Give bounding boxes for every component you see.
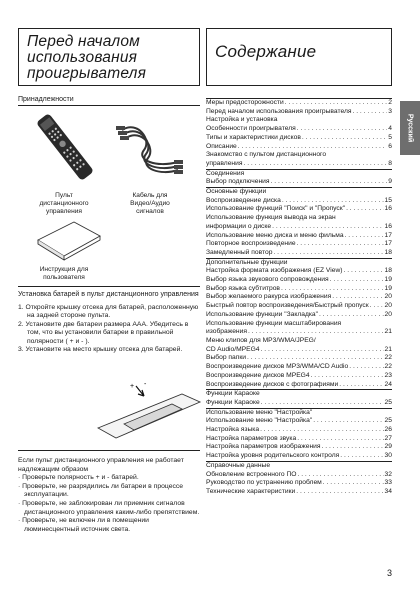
toc-dot-leader <box>345 232 384 241</box>
toc-entry[interactable] <box>206 328 392 337</box>
toc-entry-page: 16 <box>384 205 392 213</box>
battery-step: 1. Откройте крышку отсека для батарей, расположенную на задней стороне пульта. <box>18 303 199 320</box>
toc-dot-leader <box>302 134 387 143</box>
toc-entry-page: 24 <box>384 380 392 388</box>
toc-entry-title: Воспроизведение дисков MP3/WMA/CD Audio <box>206 363 349 371</box>
toc-entry-page: 3 <box>388 107 392 115</box>
toc-entry[interactable] <box>206 452 392 461</box>
toc-entry-title: Описание <box>206 142 237 150</box>
toc-heading: Соединения <box>206 169 392 179</box>
toc-dot-leader <box>296 488 383 497</box>
toc-dot-leader <box>271 178 388 187</box>
toc-entry-title: Особенности проигрывателя <box>206 125 296 133</box>
toc-entry-title: Настройка параметров звука <box>206 434 297 442</box>
user-manual-image <box>34 218 104 262</box>
toc-entry-title: Настройка языка <box>206 426 260 434</box>
toc-entry-page: 17 <box>384 240 392 248</box>
toc-entry[interactable] <box>206 232 392 241</box>
toc-entry-title: Повторное воспроизведение <box>206 240 296 248</box>
toc-entry[interactable] <box>206 381 392 390</box>
remote-control-image <box>30 112 100 182</box>
toc-dot-leader <box>344 267 384 276</box>
toc-dot-leader <box>273 249 383 258</box>
toc-entry-title: Функции Караоке <box>206 398 260 406</box>
toc-dot-leader <box>243 160 387 169</box>
toc-entry-title: изображения <box>206 328 247 336</box>
toc-entry[interactable] <box>206 276 392 285</box>
toc-entry[interactable] <box>206 354 392 363</box>
toc-dot-leader <box>261 346 384 355</box>
toc-dot-leader <box>248 328 384 337</box>
toc-entry[interactable] <box>206 426 392 435</box>
toc-dot-leader <box>311 372 384 381</box>
toc-heading: Основные функции <box>206 187 392 197</box>
toc-entry[interactable] <box>206 249 392 258</box>
toc-entry-page: 21 <box>384 328 392 336</box>
toc-entry-title: Быстрый повтор воспроизведения/Быстрый пропуск <box>206 302 369 310</box>
toc-entry[interactable] <box>206 98 392 108</box>
remote-caption: Пульт дистанционного управления <box>39 192 89 215</box>
toc-dot-leader <box>349 363 383 372</box>
toc-entry-title: Меры предосторожности <box>206 99 284 106</box>
toc-dot-leader <box>339 381 383 390</box>
toc-dot-leader <box>340 452 383 461</box>
contents-column <box>206 28 392 497</box>
before-use-title <box>18 28 200 86</box>
toc-dot-leader <box>260 426 383 435</box>
toc-entry-page: 5 <box>388 133 392 141</box>
toc-entry-title: Замедленный повтор <box>206 248 273 256</box>
toc-entry-title: Обновление встроенного ПО <box>206 470 297 478</box>
toc-entry-page: 30 <box>384 452 392 460</box>
toc-heading: Меню клипов для MP3/WMA/JPEG/ <box>206 336 316 344</box>
toc-dot-leader <box>346 205 383 214</box>
note-item: · Проверьте полярность + и - батарей. <box>18 474 139 482</box>
manual-caption: Инструкция для пользователя <box>39 266 89 281</box>
toc-dot-leader <box>323 479 384 488</box>
toc-dot-leader <box>370 302 384 311</box>
toc-heading: Дополнительные функции <box>206 258 392 268</box>
toc-dot-leader <box>313 417 383 426</box>
toc-entry-title: Использование меню "Настройка" <box>206 417 313 425</box>
toc-entry[interactable] <box>206 488 392 497</box>
toc-dot-leader <box>238 143 387 152</box>
note-item: · Проверьте, не включен ли в помещении люминесцентный источник света. <box>18 517 149 533</box>
toc-entry-title: Технические характеристики <box>206 487 296 495</box>
toc-entry[interactable] <box>206 443 392 452</box>
title-line-1: Перед началом <box>27 33 140 50</box>
toc-entry[interactable] <box>206 471 392 480</box>
toc-entry-page: 19 <box>384 276 392 284</box>
av-cable-image <box>116 118 184 180</box>
toc-entry-title: Выбор папки <box>206 354 247 362</box>
toc-heading: Знакомство с пультом дистанционного <box>206 151 327 159</box>
toc-entry-title: управления <box>206 159 243 167</box>
accessories-panel <box>18 106 200 284</box>
toc-entry-title: Воспроизведение дисков с фотографиями <box>206 380 339 388</box>
toc-entry[interactable] <box>206 223 392 232</box>
toc-dot-leader <box>247 354 384 363</box>
toc-entry[interactable] <box>206 160 392 169</box>
battery-step: 2. Установите две батареи размера ААА. Убедитесь в том, что вы установили батареи в правильной полярности ( + и - ). <box>18 320 189 345</box>
toc-entry-page: 19 <box>384 284 392 292</box>
toc-entry-title: Настройка уровня родительского контроля <box>206 452 340 460</box>
toc-entry-title: Перед началом использования проигрывателя <box>206 107 352 115</box>
toc-dot-leader <box>272 223 383 232</box>
title-line-2: использования <box>27 49 138 66</box>
toc-dot-leader <box>298 471 384 480</box>
toc-entry[interactable] <box>206 178 392 187</box>
troubleshooting-notes <box>18 450 200 534</box>
toc-dot-leader <box>322 443 384 452</box>
toc-heading: Справочные данные <box>206 461 392 471</box>
toc-entry-page: 26 <box>384 426 392 434</box>
toc-entry[interactable] <box>206 205 392 214</box>
toc-entry-page: 22 <box>384 354 392 362</box>
toc-entry-page: 23 <box>384 371 392 379</box>
toc-heading: Использование функции масштабирования <box>206 319 342 327</box>
note-item: · Проверьте, не разрядились ли батареи в процессе эксплуатации. <box>18 482 184 499</box>
toc-entry-page: 22 <box>384 363 392 371</box>
accessories-label: Принадлежности <box>18 96 200 106</box>
toc-entry[interactable] <box>206 134 392 143</box>
toc-entry-title: Использование функции "Закладка" <box>206 310 319 318</box>
toc-dot-leader <box>353 108 388 117</box>
toc-heading: Использование функция вывода на экран <box>206 214 336 222</box>
svg-text:-: - <box>144 381 147 388</box>
toc-entry-title: Настройка параметров изображения <box>206 443 321 451</box>
toc-entry-page: 29 <box>384 443 392 451</box>
table-of-contents <box>206 98 392 497</box>
toc-entry[interactable] <box>206 399 392 408</box>
toc-entry[interactable] <box>206 267 392 276</box>
toc-entry-page: 2 <box>388 99 392 106</box>
toc-entry-page: 25 <box>384 417 392 425</box>
toc-dot-leader <box>261 399 384 408</box>
battery-install-title: Установка батарей в пульт дистанционного управления <box>18 286 200 300</box>
title-line-3: проигрывателя <box>27 65 147 82</box>
toc-dot-leader <box>285 99 388 108</box>
toc-entry-title: Использование функций "Поиск" и "Пропуск" <box>206 205 346 213</box>
toc-entry-page: 18 <box>384 267 392 275</box>
toc-entry-page: 9 <box>388 178 392 186</box>
toc-entry[interactable] <box>206 363 392 372</box>
before-use-column <box>18 28 200 533</box>
cable-caption: Кабель для Видео/Аудио сигналов <box>130 192 170 215</box>
toc-entry-page: 20 <box>384 293 392 301</box>
toc-entry-page: 20 <box>384 302 392 310</box>
toc-entry-page: 34 <box>384 487 392 495</box>
toc-entry-page: 17 <box>384 231 392 239</box>
toc-entry-page: 4 <box>388 125 392 133</box>
toc-entry-page: 25 <box>384 398 392 406</box>
toc-heading: Настройка и установка <box>206 116 278 124</box>
toc-entry[interactable] <box>206 311 392 320</box>
toc-entry-page: 33 <box>384 479 392 487</box>
toc-entry-title: Использование меню диска и меню фильма <box>206 231 344 239</box>
toc-dot-leader <box>330 276 384 285</box>
language-tab <box>400 101 420 155</box>
toc-entry-title: Выбор желаемого ракурса изображения <box>206 293 332 301</box>
notes-intro: Если пульт дистанционного управления не работает надлежащим образом <box>18 457 184 473</box>
toc-entry-title: CD Audio/MPEG4 <box>206 345 260 353</box>
toc-entry-title: Воспроизведение диска <box>206 196 281 204</box>
toc-entry[interactable] <box>206 372 392 381</box>
toc-entry[interactable] <box>206 302 392 311</box>
note-item: · Проверьте, не заблокирован ли приемник сигналов дистанционного управления каким-либо препятствием. <box>18 499 200 516</box>
toc-entry[interactable] <box>206 143 392 152</box>
toc-heading: Использование меню "Настройка" <box>206 408 392 418</box>
toc-entry-title: Выбор языка звукового сопровождения <box>206 276 329 284</box>
language-tab-label: Русский <box>406 113 414 143</box>
toc-entry-page: 8 <box>388 159 392 167</box>
toc-entry-title: Выбор подключения <box>206 178 270 186</box>
battery-compartment-image <box>94 380 204 440</box>
toc-entry-page: 21 <box>384 345 392 353</box>
toc-entry-title: Руководство по устранению проблем <box>206 479 322 487</box>
toc-dot-leader <box>319 311 384 320</box>
toc-entry-page: 16 <box>384 222 392 230</box>
toc-entry-page: 15 <box>384 196 392 204</box>
toc-entry-title: Настройка формата изображения (EZ View) <box>206 267 343 275</box>
toc-entry[interactable] <box>206 125 392 134</box>
toc-entry-title: Типы и характеристики дисков <box>206 133 301 141</box>
toc-entry[interactable] <box>206 240 392 249</box>
svg-text:+: + <box>130 383 135 390</box>
toc-entry-title: Воспроизведение дисков MPEG4 <box>206 371 310 379</box>
battery-steps <box>18 304 200 356</box>
toc-entry[interactable] <box>206 479 392 488</box>
page-number: 3 <box>386 568 392 578</box>
toc-entry-page: 6 <box>388 142 392 150</box>
toc-entry[interactable] <box>206 293 392 302</box>
toc-dot-leader <box>332 293 383 302</box>
toc-entry-page: 27 <box>384 434 392 442</box>
toc-entry-page: 32 <box>384 470 392 478</box>
toc-dot-leader <box>297 240 384 249</box>
toc-dot-leader <box>297 125 388 134</box>
toc-entry-page: 18 <box>384 248 392 256</box>
toc-entry-page: 20 <box>384 310 392 318</box>
toc-entry-title: информации о диске <box>206 222 272 230</box>
battery-step: 3. Установите на место крышку отсека для батарей. <box>18 346 183 354</box>
toc-entry-title: Выбор языка субтитров <box>206 284 280 292</box>
toc-entry[interactable] <box>206 417 392 426</box>
toc-heading: Функции Караоке <box>206 389 392 399</box>
contents-title: Содержание <box>206 28 392 86</box>
